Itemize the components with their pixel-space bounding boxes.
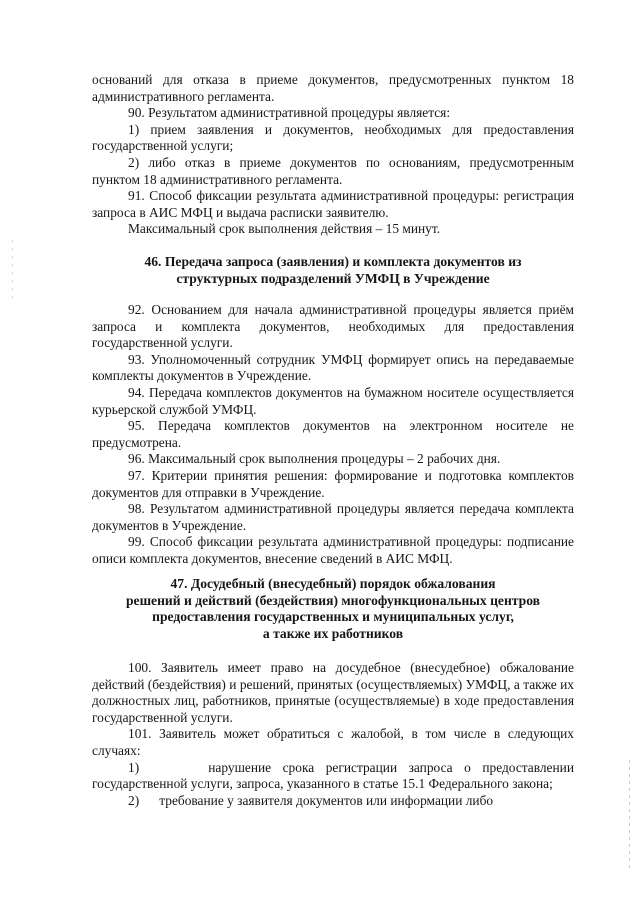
paragraph-97: 97. Критерии принятия решения: формирование и подготовка комплектов документов для отправки в Учреждение. [92,467,574,500]
heading-47-line-3: предоставления государственных и муниципальных услуг, [152,609,514,625]
paragraph-90-item-2: 2) либо отказ в приеме документов по основаниям, предусмотренным пунктом 18 административного регламента. [92,154,574,187]
heading-section-47 [92,576,574,642]
list-item-2-text: требование у заявителя документов или информации либо [159,792,494,808]
paragraph-96: 96. Максимальный срок выполнения процедуры – 2 рабочих дня. [128,451,501,467]
list-item-1-text: нарушение срока регистрации запроса о предоставлении государственной услуги, запроса, указанного в статье 15.1 Федерального закона; [92,759,574,792]
paragraph-91-max-time: Максимальный срок выполнения действия – 15 минут. [128,221,441,237]
section-46-body [92,302,574,568]
scan-margin-mark [12,240,13,300]
list-item-2 [92,793,574,810]
paragraph-94: 94. Передача комплектов документов на бумажном носителе осуществляется курьерской службой УМФЦ. [92,384,574,417]
paragraph-92: 92. Основанием для начала административной процедуры является приём запроса и комплекта документов, необходимых для предоставления государственной услуги. [92,302,574,351]
paragraph-98: 98. Результатом административной процедуры является передача комплекта документов в Учреждение. [92,501,574,533]
list-item-1-number: 1) [128,759,140,775]
heading-46-line-2: структурных подразделений УМФЦ в Учреждение [176,270,490,286]
paragraph-101: 101. Заявитель может обратиться с жалобой, в том числе в следующих случаях: [92,726,574,758]
paragraph-90-item-1: 1) прием заявления и документов, необходимых для предоставления государственной услуги; [92,121,574,154]
heading-46-line-1: 46. Передача запроса (заявления) и комплекта документов из [144,254,522,269]
paragraph-90: 90. Результатом административной процедуры является: [128,105,451,121]
heading-47-line-2: решений и действий (бездействия) многофункциональных центров [125,592,540,608]
paragraph-93: 93. Уполномоченный сотрудник УМФЦ формирует опись на передаваемые комплекты документов в Учреждение. [92,351,574,384]
paragraph-99: 99. Способ фиксации результата административной процедуры: подписание описи комплекта документов, внесение сведений в АИС МФЦ. [92,534,574,566]
section-47-body [92,660,574,809]
paragraph-100: 100. Заявитель имеет право на досудебное (внесудебное) обжалование действий (бездействия) и решений, принятых (осуществляемых) УМФЦ, а также их должностных лиц, работников, принятые (осуществляемые) в ходе предоставления государственной услуги. [92,660,574,725]
heading-47-line-4: а также их работников [262,625,404,641]
list-item-2-number: 2) [128,792,140,808]
heading-section-46 [92,254,574,287]
paragraph-91: 91. Способ фиксации результата административной процедуры: регистрация запроса в АИС МФЦ и выдача расписки заявителю. [92,188,574,220]
paragraph-95: 95. Передача комплектов документов на электронном носителе не предусмотрена. [92,418,574,450]
scan-margin-mark [629,760,630,870]
list-item-1 [92,760,574,793]
section-procedure-result [92,72,574,238]
heading-47-line-1: 47. Досудебный (внесудебный) порядок обжалования [170,576,496,591]
paragraph-continuation: оснований для отказа в приеме документов, предусмотренных пунктом 18 административного регламента. [92,72,574,104]
